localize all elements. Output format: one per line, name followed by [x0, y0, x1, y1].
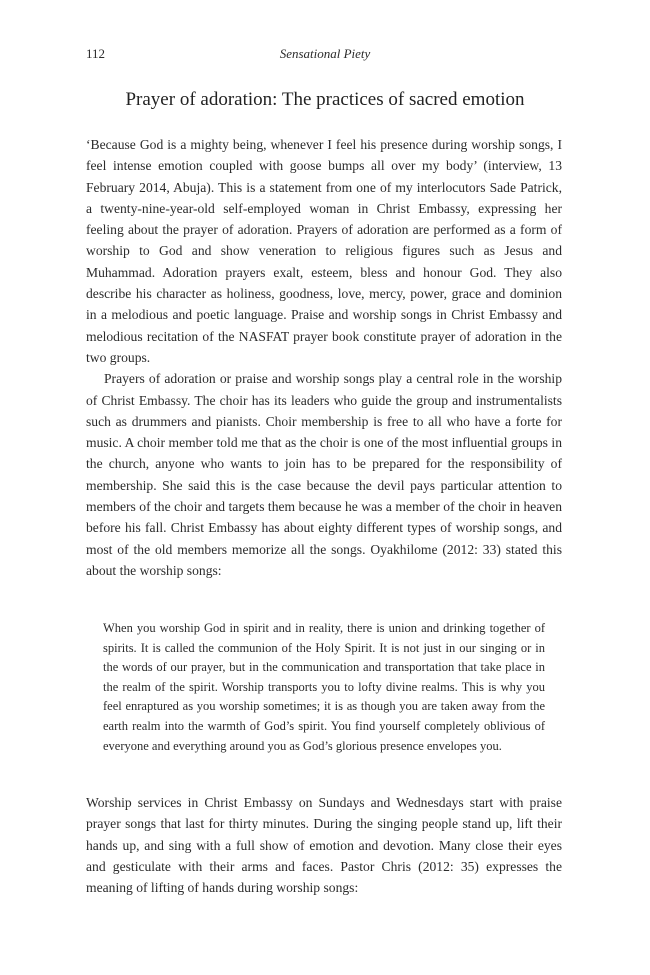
- paragraph: ‘Because God is a mighty being, whenever I feel his presence during worship songs, I feel intense emotion coupled with goose bumps all over my body’ (interview, 13 February 2014, Abuja). This is a statement from one of my interlocutors Sade Patrick, a twenty-nine-year-old self-employed woman in Christ Embassy, expressing her feeling about the prayer of adoration. Prayers of adoration are performed as a form of worship to God and show veneration to religious figures such as Jesus and Muhammad. Adoration prayers exalt, esteem, bless and honour God. They also describe his character as holiness, goodness, love, mercy, power, grace and dominion in a melodious and poetic language. Praise and worship songs in Christ Embassy and melodious recitation of the NASFAT prayer book constitute prayer of adoration in the two groups.: [86, 137, 562, 365]
- page-number: 112: [86, 46, 106, 61]
- running-title: Sensational Piety: [279, 46, 371, 61]
- body-text-block: [86, 792, 562, 898]
- paragraph: Prayers of adoration or praise and worship songs play a central role in the worship of Christ Embassy. The choir has its leaders who guide the group and instrumentalists such as drummers and pianists. Choir membership is free to all who have a forte for music. A choir member told me that as the choir is one of the most influential groups in the church, anyone who wants to join has to be prepared for the responsibility of membership. She said this is the case because the devil pays particular attention to members of the choir and targets them because he was a member of the choir in heaven before his fall. Christ Embassy has about eighty different types of worship songs, and most of the old members memorize all the songs. Oyakhilome (2012: 33) stated this about the worship songs:: [86, 371, 562, 578]
- block-quote: When you worship God in spirit and in reality, there is union and drinking together of spirits. It is called the communion of the Holy Spirit. It is not just in our singing or in the words of our prayer, but in the communication and transportation that take place in the realm of the spirit. Worship transports you to lofty divine realms. This is why you feel enraptured as you worship sometimes; it is as though you are taken away from the earth realm into the warmth of God’s spirit. You find yourself completely oblivious of everyone and everything around you as God’s glorious presence envelopes you.: [103, 621, 545, 753]
- paragraph: Worship services in Christ Embassy on Sundays and Wednesdays start with praise prayer songs that last for thirty minutes. During the singing people stand up, lift their hands up, and sing with a full show of emotion and devotion. Many close their eyes and gesticulate with their arms and faces. Pastor Chris (2012: 35) expresses the meaning of lifting of hands during worship songs:: [86, 795, 562, 896]
- section-heading: Prayer of adoration: The practices of sacred emotion: [125, 89, 525, 110]
- body-text-block: [86, 134, 562, 581]
- running-head: [86, 46, 564, 64]
